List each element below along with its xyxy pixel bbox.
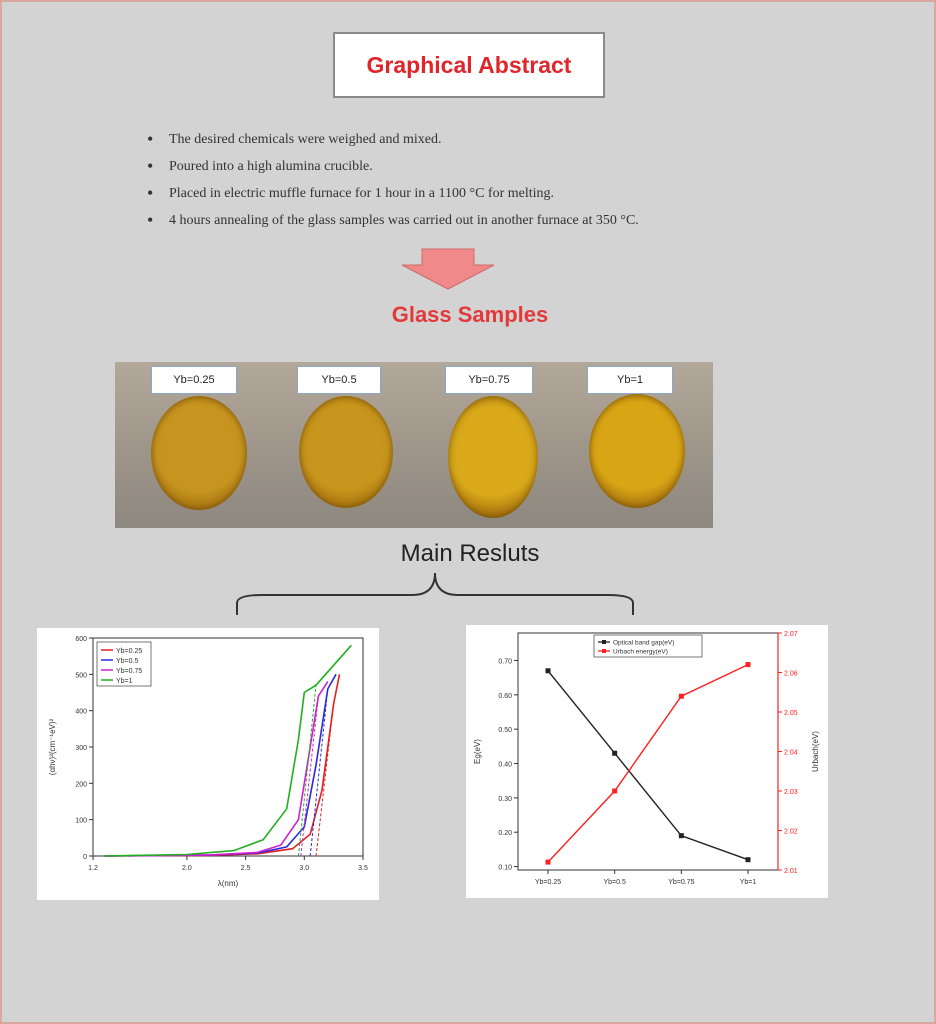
y-left-axis-label: Eg(eV) bbox=[473, 739, 482, 764]
glass-bead bbox=[448, 396, 538, 518]
glass-bead bbox=[589, 394, 685, 508]
series-line-Urbach energy(eV) bbox=[548, 665, 748, 863]
x-tick-label: 3.5 bbox=[358, 865, 368, 872]
chart-band-gap-urbach bbox=[466, 625, 828, 898]
sample-label: Yb=0.5 bbox=[297, 366, 381, 394]
sample-label: Yb=0.75 bbox=[445, 366, 533, 394]
data-point bbox=[546, 860, 551, 865]
band-gap-urbach-svg bbox=[466, 625, 828, 898]
legend-label: Yb=0.5 bbox=[116, 658, 139, 665]
series-line-Optical band gap(eV) bbox=[548, 671, 748, 860]
step-item: • The desired chemicals were weighed and mixed. bbox=[147, 126, 639, 153]
data-point bbox=[546, 668, 551, 673]
sample-3 bbox=[440, 362, 580, 528]
glass-bead bbox=[299, 396, 393, 508]
data-point bbox=[612, 789, 617, 794]
x-tick-label: Yb=0.75 bbox=[668, 879, 695, 886]
x-tick-label: 2.0 bbox=[182, 865, 192, 872]
x-tick-label: 2.5 bbox=[240, 865, 251, 872]
sample-label: Yb=1 bbox=[587, 366, 673, 394]
legend-marker bbox=[602, 649, 606, 653]
x-tick-label: 3.0 bbox=[299, 865, 310, 872]
step-item: • 4 hours annealing of the glass samples was carried out in another furnace at 350 °C. bbox=[147, 207, 639, 234]
legend-label: Yb=1 bbox=[116, 678, 133, 685]
data-point bbox=[679, 833, 684, 838]
legend-label: Yb=0.75 bbox=[116, 668, 143, 675]
y-tick-label: 0 bbox=[83, 854, 87, 861]
legend-label: Yb=0.25 bbox=[116, 648, 143, 655]
sample-label: Yb=0.25 bbox=[151, 366, 237, 394]
y-tick-label: 300 bbox=[75, 745, 87, 752]
y-left-tick-label: 0.60 bbox=[498, 692, 512, 700]
data-point bbox=[612, 751, 617, 756]
main-results-title: Main Resluts bbox=[400, 540, 540, 567]
glass-bead bbox=[151, 396, 247, 510]
legend-label: Urbach energy(eV) bbox=[613, 648, 668, 656]
x-tick-label: Yb=0.25 bbox=[534, 879, 562, 886]
curly-brace-icon bbox=[232, 567, 642, 619]
glass-samples-photo bbox=[115, 362, 713, 528]
x-tick-label: Yb=0.5 bbox=[603, 879, 626, 886]
data-point bbox=[679, 694, 684, 699]
y-right-axis-label: Urbach(eV) bbox=[811, 731, 820, 772]
series-line-Yb=0.75 bbox=[105, 682, 328, 856]
title-box bbox=[333, 32, 605, 98]
y-right-tick-label: 2.04 bbox=[784, 749, 798, 757]
sample-4 bbox=[585, 362, 713, 528]
sample-2 bbox=[293, 362, 433, 528]
series-fit-line bbox=[301, 696, 319, 856]
y-left-tick-label: 0.10 bbox=[498, 864, 512, 872]
down-arrow-icon bbox=[400, 247, 496, 291]
y-tick-label: 100 bbox=[75, 817, 87, 825]
page-title: Graphical Abstract bbox=[366, 51, 572, 78]
chart-tauc-plot bbox=[37, 628, 379, 900]
tauc-plot-svg bbox=[37, 628, 379, 900]
legend-label: Optical band gap(eV) bbox=[613, 639, 675, 647]
x-tick-label: Yb=1 bbox=[739, 879, 757, 886]
y-left-tick-label: 0.30 bbox=[498, 795, 512, 803]
y-right-tick-label: 2.07 bbox=[784, 631, 798, 638]
x-tick-label: 1.2 bbox=[88, 865, 98, 872]
legend-marker bbox=[602, 640, 606, 644]
y-right-tick-label: 2.05 bbox=[784, 710, 798, 717]
y-left-tick-label: 0.20 bbox=[498, 830, 512, 838]
y-tick-label: 600 bbox=[75, 636, 87, 643]
y-tick-label: 200 bbox=[75, 781, 87, 789]
y-left-tick-label: 0.50 bbox=[498, 727, 512, 735]
sample-1 bbox=[145, 362, 285, 528]
y-right-tick-label: 2.02 bbox=[784, 828, 798, 836]
y-tick-label: 500 bbox=[75, 672, 87, 680]
data-point bbox=[746, 857, 751, 862]
series-fit-line bbox=[298, 685, 316, 856]
step-item: • Placed in electric muffle furnace for 1 hour in a 1100 °C for melting. bbox=[147, 180, 639, 207]
step-item: • Poured into a high alumina crucible. bbox=[147, 153, 639, 180]
glass-samples-title: Glass Samples bbox=[391, 302, 549, 327]
y-tick-label: 400 bbox=[75, 708, 87, 716]
data-point bbox=[746, 662, 751, 667]
y-right-tick-label: 2.01 bbox=[784, 868, 798, 875]
y-axis-label: (αhν)²(cm⁻¹eV)² bbox=[48, 718, 57, 776]
y-right-tick-label: 2.06 bbox=[784, 670, 798, 678]
y-left-tick-label: 0.40 bbox=[498, 761, 512, 769]
procedure-steps bbox=[147, 126, 639, 234]
y-left-tick-label: 0.70 bbox=[498, 658, 512, 666]
y-right-tick-label: 2.03 bbox=[784, 789, 798, 796]
x-axis-label: λ(nm) bbox=[217, 879, 239, 888]
